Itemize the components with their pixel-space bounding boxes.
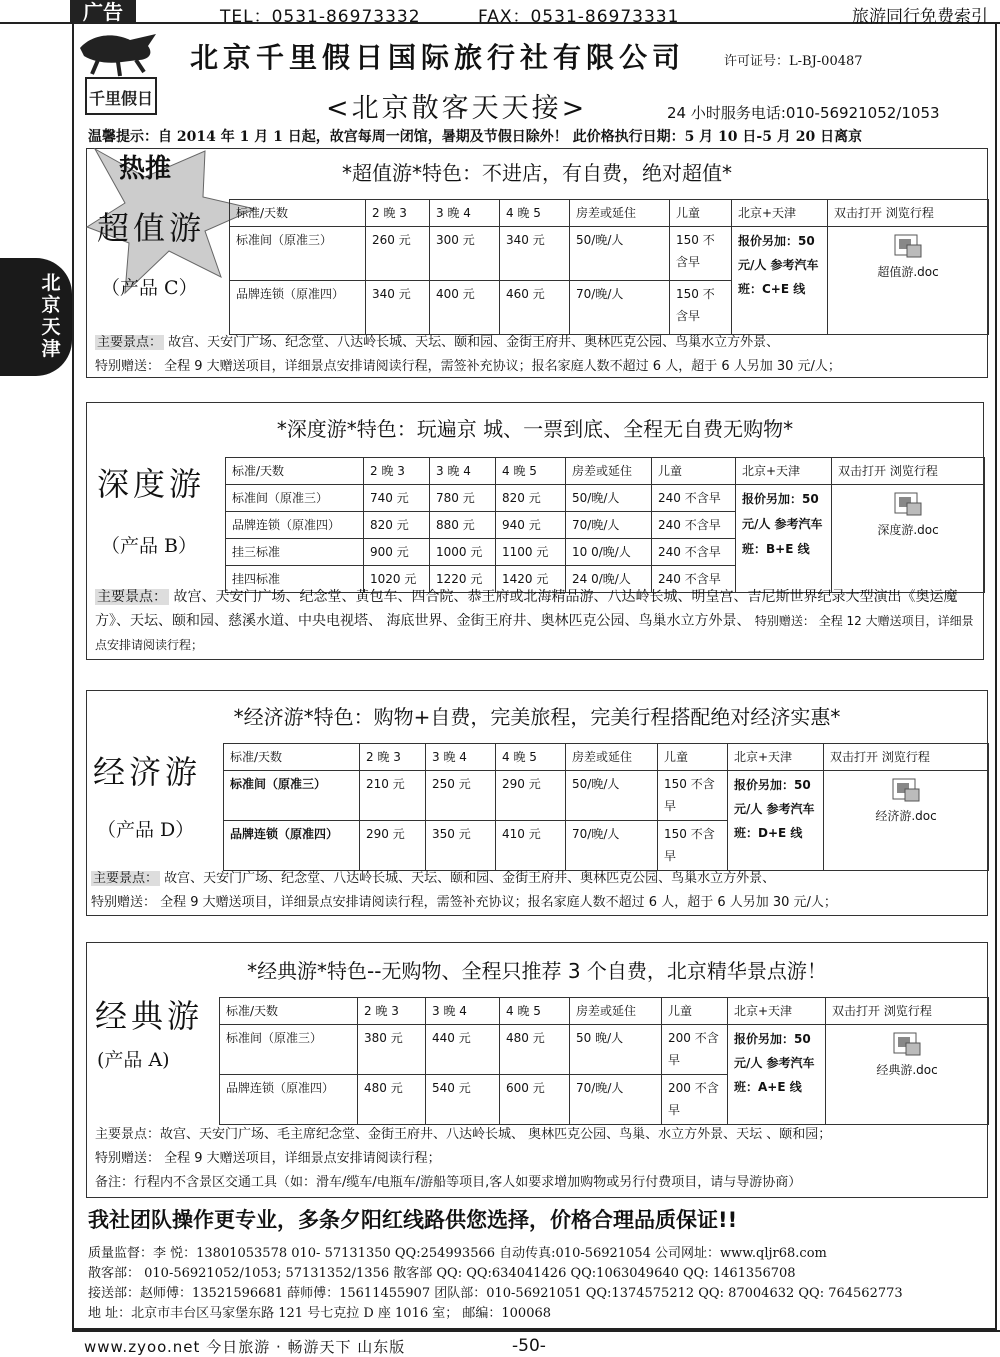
contact-transfer: 接送部：赵师傅：13521596681 薛师傅：15611455907 团队部：010-56921051 QQ:1374575212 QQ: 87004632 QQ: 764562773	[88, 1286, 903, 1301]
section-c-scenic: 主要景点： 故宫、天安门广场、纪念堂、八达岭长城、天坛、颐和园、金街王府井、奥林匹克公园、鸟巢水立方外景、 特别赠送： 全程 9 大赠送项目，详细景点安排请阅读行程，需签补充协议；报名家庭人数不超过 6 人，超于 6 人另加 30 元/人；	[95, 335, 841, 374]
section-a-scenic: 主要景点：故宫、天安门广场、毛主席纪念堂、金街王府井、八达岭长城、 奥林匹克公园、鸟巢、水立方外景、天坛 、颐和园； 特别赠送： 全程 9 大赠送项目，详细景点安排请阅读行程； 备注：行程内不含景区交通工具（如：滑车/缆车/电瓶车/游船等项目,客人如要求增加购物或另行付费项目，请与导游协商）	[95, 1127, 832, 1190]
section-d-title: *经济游*特色：购物+自费，完美旅程，完美行程搭配绝对经济实惠*	[233, 705, 841, 729]
section-a	[86, 942, 988, 1198]
section-a-name: 经典游	[95, 997, 204, 1035]
section-b-scenic: 主要景点： 故宫、天安门广场、纪念堂、黄包车、四合院、恭王府或北海精品游、八达岭长城、明皇宫、吉尼斯世界纪录大型演出《奥运魔方》、天坛、颐和园、慈溪水道、中央电视塔、 海底世界、金街王府井、奥林匹克公园、鸟巢水立方外景、 特别赠送： 全程 12 大赠送项目，详细景点安排请阅读行程；	[95, 589, 974, 652]
section-d	[86, 690, 988, 916]
license-number: 许可证号：L-BJ-00487	[724, 54, 863, 69]
top-header-bar	[0, 0, 1000, 27]
company-name: 北京千里假日国际旅行社有限公司	[190, 41, 686, 74]
table-row: 挂三标准 900 元 1000 元 1100 元 10 0/晚/人 240 不含早	[226, 539, 985, 566]
section-d-product: （产品 D）	[97, 819, 195, 841]
tel-number: TEL：0531-86973332	[220, 7, 421, 27]
ad-label: 广告	[70, 0, 136, 24]
section-d-scenic: 主要景点： 故宫、天安门广场、纪念堂、八达岭长城、天坛、颐和园、金街王府井、奥林匹克公园、鸟巢水立方外景、 特别赠送： 全程 9 大赠送项目，详细景点安排请阅读行程，需签补充协议；报名家庭人数不超过 6 人，超于 6 人另加 30 元/人；	[91, 871, 837, 910]
contact-sales: 散客部： 010-56921052/1053; 57131352/1356 散客部 QQ: QQ:634041426 QQ:1063049640 QQ: 1461356708	[88, 1266, 796, 1281]
svg-text:热推: 热推	[118, 154, 172, 184]
table-row: 品牌连锁（原准四） 290 元 350 元 410 元 70/晚/人 150 不含早	[224, 821, 989, 871]
table-row: 标准间（原准三） 740 元 780 元 820 元 50/晚/人 240 不含早 报价另加：50 元/人 参考汽车班：B+E 线 深度游.doc	[226, 485, 985, 512]
side-tab-label: 北京天津	[41, 272, 61, 360]
fax-number: FAX：0531-86973331	[478, 7, 680, 27]
document-icon	[891, 777, 921, 803]
table-row: 品牌连锁（原准四） 820 元 880 元 940 元 70/晚/人 240 不含早	[226, 512, 985, 539]
document-icon	[893, 491, 923, 517]
site-url[interactable]: www.zyoo.net 今日旅游 · 畅游天下 山东版	[84, 1338, 406, 1356]
side-region-tab	[0, 258, 72, 376]
section-d-table: 标准/天数 2 晚 3 3 晚 4 4 晚 5 房差或延住 儿童 北京+天津 双击打开 浏览行程 标准间（原准三） 210 元 250 元 290 元 50/晚/人 150 不含早 报价另加：50 元/人 参考汽车班：D+E 线 经济游.doc 品牌连锁（原准四） 290 元 350 元 410 元 70/晚/人 150 不含早	[223, 743, 989, 871]
section-b-name: 深度游	[97, 465, 206, 503]
table-row: 品牌连锁（原准四） 340 元 400 元 460 元 70/晚/人 150 不含早	[230, 281, 989, 335]
contact-quality: 质量监督：李 悦：13801053578 010- 57131350 QQ:254993566 自动传真:010-56921054 公司网址：www.qljr68.com	[88, 1246, 827, 1261]
section-c-table: 标准/天数 2 晚 3 3 晚 4 4 晚 5 房差或延住 儿童 北京+天津 双击打开 浏览行程 标准间（原准三） 260 元 300 元 340 元 50/晚/人 150 不含早 报价另加：50 元/人 参考汽车班：C+E 线 超值游.doc 品牌连锁（原准四） 340 元 400 元 460 元 70/晚/人 150 不含早	[229, 199, 989, 335]
section-d-name: 经济游	[93, 753, 202, 791]
index-title: 旅游同行免费索引	[852, 7, 988, 27]
table-row: 挂四标准 1020 元 1220 元 1420 元 24 0/晚/人 240 不含早	[226, 566, 985, 593]
bottom-bar	[72, 1330, 1000, 1357]
section-b-title: *深度游*特色：玩遍京 城、一票到底、全程无自费无购物*	[276, 417, 794, 441]
table-row: 标准间（原准三） 260 元 300 元 340 元 50/晚/人 150 不含早 报价另加：50 元/人 参考汽车班：C+E 线 超值游.doc	[230, 227, 989, 281]
section-b-table: 标准/天数 2 晚 3 3 晚 4 4 晚 5 房差或延住 儿童 北京+天津 双击打开 浏览行程 标准间（原准三） 740 元 780 元 820 元 50/晚/人 240 不含早 报价另加：50 元/人 参考汽车班：B+E 线 深度游.doc 品牌连锁（原准四） 820 元 880 元 940 元 70/晚/人 240 不含早 挂三标准 900 元 1000 元 1100 元 10 0/晚/人 240 不含早 挂四标准 1020 元 1220 元 1420 元 24 0/晚/人 240 不含早	[225, 457, 985, 593]
svg-text:千里假日: 千里假日	[88, 89, 154, 108]
section-c-name: 超值游	[97, 209, 206, 247]
itinerary-doc-link[interactable]: 经典游.doc	[826, 1025, 989, 1125]
team-slogan: 我社团队操作更专业，多条夕阳红线路供您选择，价格合理品质保证!!	[88, 1208, 738, 1232]
section-c-product: （产品 C）	[101, 277, 198, 299]
section-b-product: （产品 B）	[101, 535, 198, 557]
contact-address: 地 址：北京市丰台区马家堡东路 121 号七克拉 D 座 1016 室； 邮编：100068	[88, 1306, 552, 1321]
section-a-table: 标准/天数 2 晚 3 3 晚 4 4 晚 5 房差或延住 儿童 北京+天津 双击打开 浏览行程 标准间（原准三） 380 元 440 元 480 元 50 晚/人 200 不含早 报价另加：50 元/人 参考汽车班：A+E 线 经典游.doc 品牌连锁（原准四） 480 元 540 元 600 元 70/晚/人 200 不含早	[219, 997, 989, 1125]
page-number: -50-	[512, 1336, 546, 1356]
hotline: 24 小时服务电话:010-56921052/1053	[667, 104, 940, 122]
table-row: 标准间（原准三） 210 元 250 元 290 元 50/晚/人 150 不含早 报价另加：50 元/人 参考汽车班：D+E 线 经济游.doc	[224, 771, 989, 821]
table-row: 品牌连锁（原准四） 480 元 540 元 600 元 70/晚/人 200 不含早	[220, 1075, 989, 1125]
notice: 温馨提示：自 2014 年 1 月 1 日起，故宫每周一闭馆，暑期及节假日除外！ 此价格执行日期：5 月 10 日-5 月 20 日离京	[88, 129, 863, 145]
slogan: <北京散客天天接>	[326, 93, 588, 124]
itinerary-doc-link[interactable]: 经济游.doc	[824, 771, 989, 871]
section-c-title: *超值游*特色：不进店，有自费，绝对超值*	[342, 161, 732, 185]
document-icon	[893, 233, 923, 259]
section-b	[86, 402, 984, 660]
company-logo	[78, 30, 163, 116]
document-icon	[892, 1031, 922, 1057]
section-c	[86, 148, 988, 378]
section-a-product: (产品 A)	[97, 1049, 170, 1071]
itinerary-doc-link[interactable]: 超值游.doc	[828, 227, 989, 335]
table-row: 标准间（原准三） 380 元 440 元 480 元 50 晚/人 200 不含早 报价另加：50 元/人 参考汽车班：A+E 线 经典游.doc	[220, 1025, 989, 1075]
itinerary-doc-link[interactable]: 深度游.doc	[832, 485, 985, 593]
section-a-title: *经典游*特色--无购物、全程只推荐 3 个自费，北京精华景点游！	[247, 959, 827, 983]
